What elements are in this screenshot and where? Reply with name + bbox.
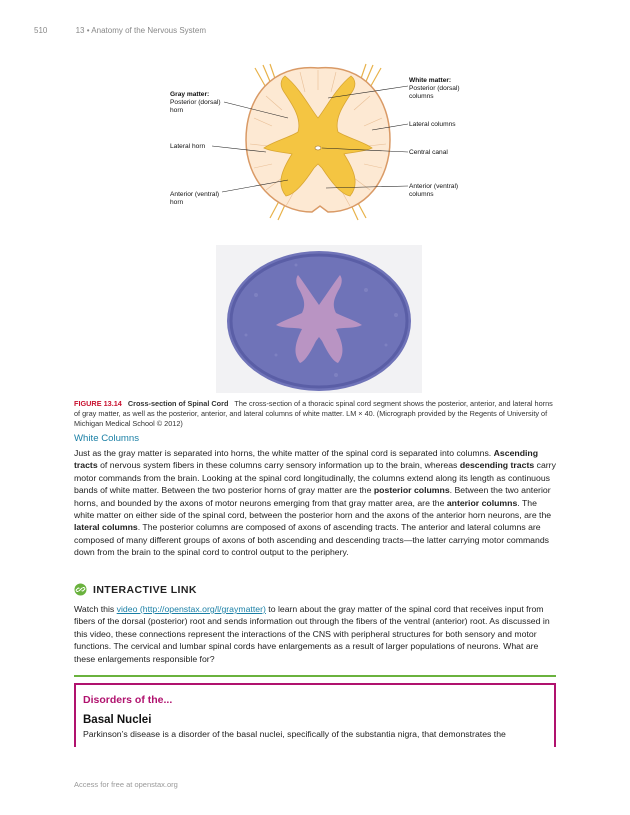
term-descending-tracts: descending tracts <box>459 460 535 471</box>
label-lateral-horn: Lateral horn <box>170 143 206 150</box>
page-number: 510 <box>34 26 48 35</box>
label-central-canal: Central canal <box>409 149 448 156</box>
figure-title: Cross-section of Spinal Cord <box>127 399 229 408</box>
label-anterior-columns-2: columns <box>409 191 434 198</box>
label-posterior-horn-2: horn <box>170 107 184 114</box>
white-matter-heading: White matter: <box>409 77 452 84</box>
label-anterior-horn-1: Anterior (ventral) <box>170 191 220 198</box>
label-anterior-columns-1: Anterior (ventral) <box>409 183 459 190</box>
text-span: Watch this <box>74 604 117 614</box>
link-icon <box>74 583 87 596</box>
text-span: carry motor commands from the brain. Looking at the spinal cord longitudinally, the columns extend along its length as continuous bands of white matter. Between the two posterior horns of gray matter are the <box>74 460 556 496</box>
term-lateral-columns: lateral columns <box>74 522 138 533</box>
disorders-title: Disorders of the... <box>83 694 173 706</box>
term-ascending-tracts: Ascending tracts <box>74 448 539 471</box>
term-anterior-columns: anterior columns <box>446 497 518 508</box>
section-heading: White Columns <box>74 433 140 444</box>
micrograph <box>216 245 422 393</box>
figure-label: FIGURE 13.14 <box>74 399 122 408</box>
page-header <box>34 26 206 35</box>
micrograph-image <box>216 245 422 393</box>
chapter-title: 13 • Anatomy of the Nervous System <box>75 26 207 35</box>
text-span: . The posterior columns are composed of axons of ascending tracts. The anterior and lateral columns are composed of many different groups of axons of both ascending and descending tracts—the latter carrying motor commands down from the brain to the spinal cord to control output to the periphery. <box>74 522 550 558</box>
label-anterior-horn-2: horn <box>170 199 184 206</box>
term-posterior-columns: posterior columns <box>373 485 450 496</box>
paragraph-interactive-link <box>74 603 556 665</box>
text-span: of nervous system fibers in these columns carry sensory information up to the brain, whereas <box>97 460 460 471</box>
disorders-box <box>74 683 556 747</box>
label-posterior-horn-1: Posterior (dorsal) <box>170 99 221 106</box>
page-footer: Access for free at openstax.org <box>74 780 178 789</box>
central-canal-shape <box>315 146 321 150</box>
spinal-cord-diagram <box>160 60 480 222</box>
gray-matter-heading: Gray matter: <box>170 91 210 98</box>
disorders-text: Parkinson’s disease is a disorder of the basal nuclei, specifically of the substantia nigra, that demonstrates the <box>83 729 506 739</box>
text-span: to learn about the gray matter of the spinal cord that receives input from fibers of the dorsal (posterior) root and sends information out through the fibers of the ventral (anterior) root. As discussed in this video, these connections represent the interactions of the CNS with peripheral structures for both sensory and motor functions. The cervical and lumbar spinal cords have enlargements as a result of larger populations of neurons. What are these enlargements responsible for? <box>74 604 550 664</box>
video-link[interactable]: video (http://openstax.org/l/graymatter) <box>116 604 266 614</box>
interactive-link-title: INTERACTIVE LINK <box>93 583 197 596</box>
figure-caption <box>74 399 556 429</box>
label-posterior-columns-2: columns <box>409 93 434 100</box>
text-span: . Between the two anterior horns, and bounded by the axons of motor neurons emerging from that gray matter area, are the <box>74 485 551 508</box>
section-divider <box>74 675 556 677</box>
text-span: Just as the gray matter is separated into horns, the white matter of the spinal cord is separated into columns. <box>74 448 494 458</box>
disorders-subtitle: Basal Nuclei <box>83 714 152 726</box>
interactive-link-heading <box>74 583 197 596</box>
label-posterior-columns-1: Posterior (dorsal) <box>409 85 460 92</box>
figure-caption-text: The cross-section of a thoracic spinal cord segment shows the posterior, anterior, and lateral horns of gray matter, as well as the posterior, anterior, and lateral columns of white matter. LM × 40. (Micrograph provided by the Regents of University of Michigan Medical School © 2012) <box>74 399 553 428</box>
paragraph-white-columns <box>74 447 556 559</box>
label-lateral-columns: Lateral columns <box>409 121 456 128</box>
text-span: . The white matter on either side of the spinal cord, between the posterior horn and the axons of the anterior horn neurons, are the <box>74 497 552 521</box>
